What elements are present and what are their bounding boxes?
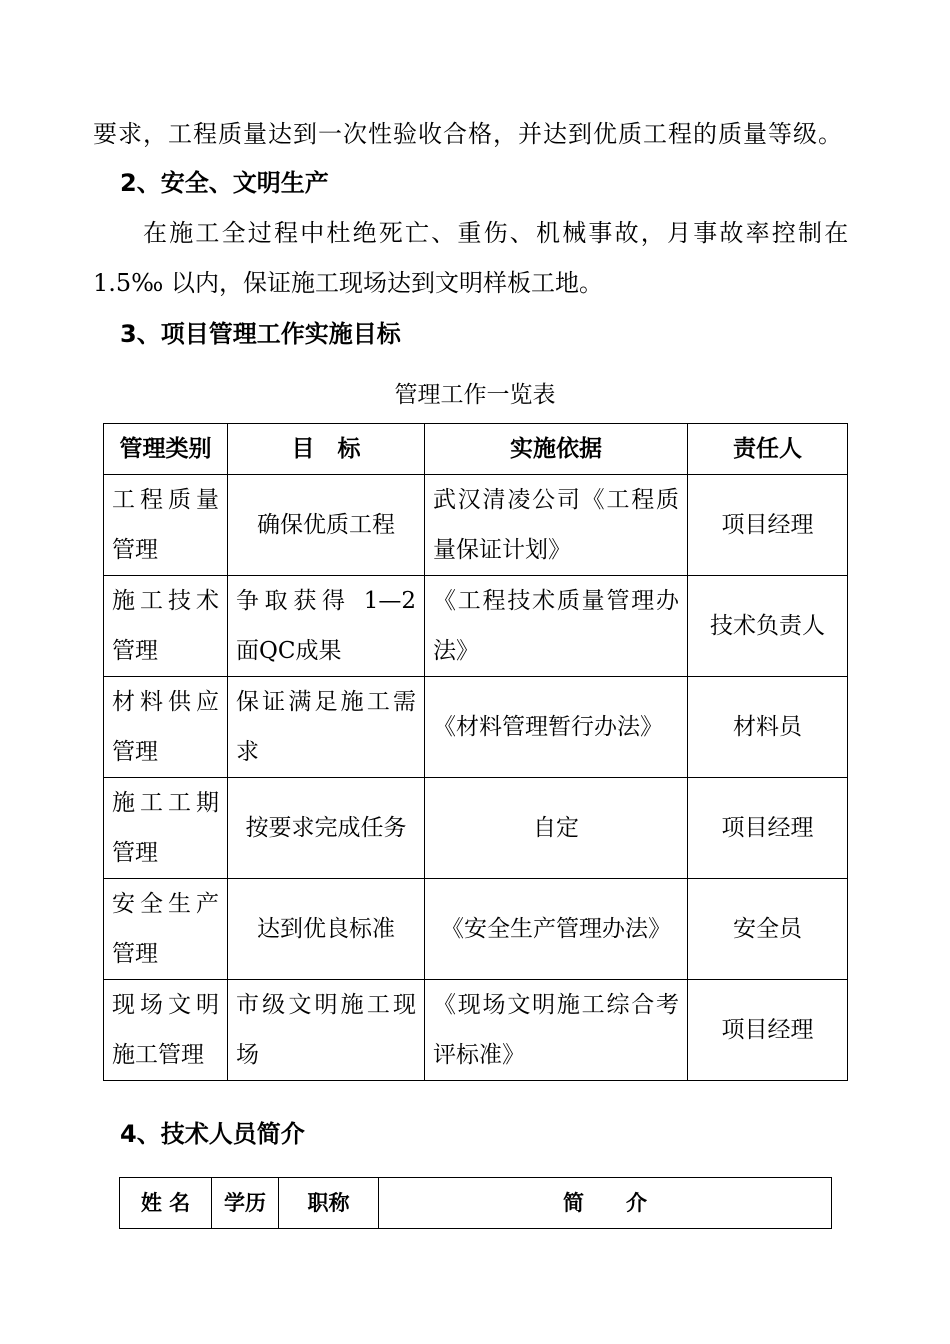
cell-basis: 《工程技术质量管理办法》 <box>425 576 688 677</box>
table-header-row <box>120 1178 832 1229</box>
heading-technical-staff: 4、技术人员简介 <box>120 1120 305 1148</box>
cell-category: 工程质量管理 <box>104 475 228 576</box>
cell-basis: 《材料管理暂行办法》 <box>425 677 688 778</box>
heading-management-goals: 3、项目管理工作实施目标 <box>120 320 401 348</box>
cell-category: 施工工期管理 <box>104 778 228 879</box>
cell-owner: 项目经理 <box>688 475 848 576</box>
header-owner: 责任人 <box>688 424 848 475</box>
header-title: 职称 <box>279 1178 379 1229</box>
cell-category: 材料供应管理 <box>104 677 228 778</box>
cell-goal: 按要求完成任务 <box>228 778 425 879</box>
header-basis: 实施依据 <box>425 424 688 475</box>
table-row <box>104 475 848 576</box>
cell-basis: 武汉清凌公司《工程质量保证计划》 <box>425 475 688 576</box>
cell-owner: 技术负责人 <box>688 576 848 677</box>
cell-goal: 保证满足施工需求 <box>228 677 425 778</box>
header-name: 姓 名 <box>120 1178 212 1229</box>
cell-basis: 自定 <box>425 778 688 879</box>
cell-basis: 《安全生产管理办法》 <box>425 879 688 980</box>
cell-basis: 《现场文明施工综合考评标准》 <box>425 980 688 1081</box>
table-row <box>104 677 848 778</box>
cell-goal: 市级文明施工现场 <box>228 980 425 1081</box>
cell-category: 现场文明施工管理 <box>104 980 228 1081</box>
cell-category: 施工技术管理 <box>104 576 228 677</box>
cell-owner: 材料员 <box>688 677 848 778</box>
table-header-row <box>104 424 848 475</box>
cell-owner: 安全员 <box>688 879 848 980</box>
paragraph-quality: 要求，工程质量达到一次性验收合格，并达到优质工程的质量等级。 <box>93 120 843 148</box>
cell-category: 安全生产管理 <box>104 879 228 980</box>
cell-goal: 达到优良标准 <box>228 879 425 980</box>
cell-goal: 争取获得 1—2 面QC成果 <box>228 576 425 677</box>
header-category: 管理类别 <box>104 424 228 475</box>
header-goal: 目 标 <box>228 424 425 475</box>
header-education: 学历 <box>212 1178 279 1229</box>
header-profile: 简 介 <box>379 1178 832 1229</box>
table-row <box>104 980 848 1081</box>
paragraph-safety-line1: 在施工全过程中杜绝死亡、重伤、机械事故，月事故率控制在 <box>143 219 851 247</box>
table-row <box>104 576 848 677</box>
staff-table <box>119 1177 832 1229</box>
table-row <box>104 879 848 980</box>
cell-owner: 项目经理 <box>688 980 848 1081</box>
cell-owner: 项目经理 <box>688 778 848 879</box>
paragraph-safety-line2: 1.5‰ 以内，保证施工现场达到文明样板工地。 <box>93 269 603 297</box>
table-row <box>104 778 848 879</box>
heading-safety: 2、安全、文明生产 <box>120 169 329 197</box>
management-table <box>103 423 848 1081</box>
cell-goal: 确保优质工程 <box>228 475 425 576</box>
table-caption: 管理工作一览表 <box>394 382 556 408</box>
